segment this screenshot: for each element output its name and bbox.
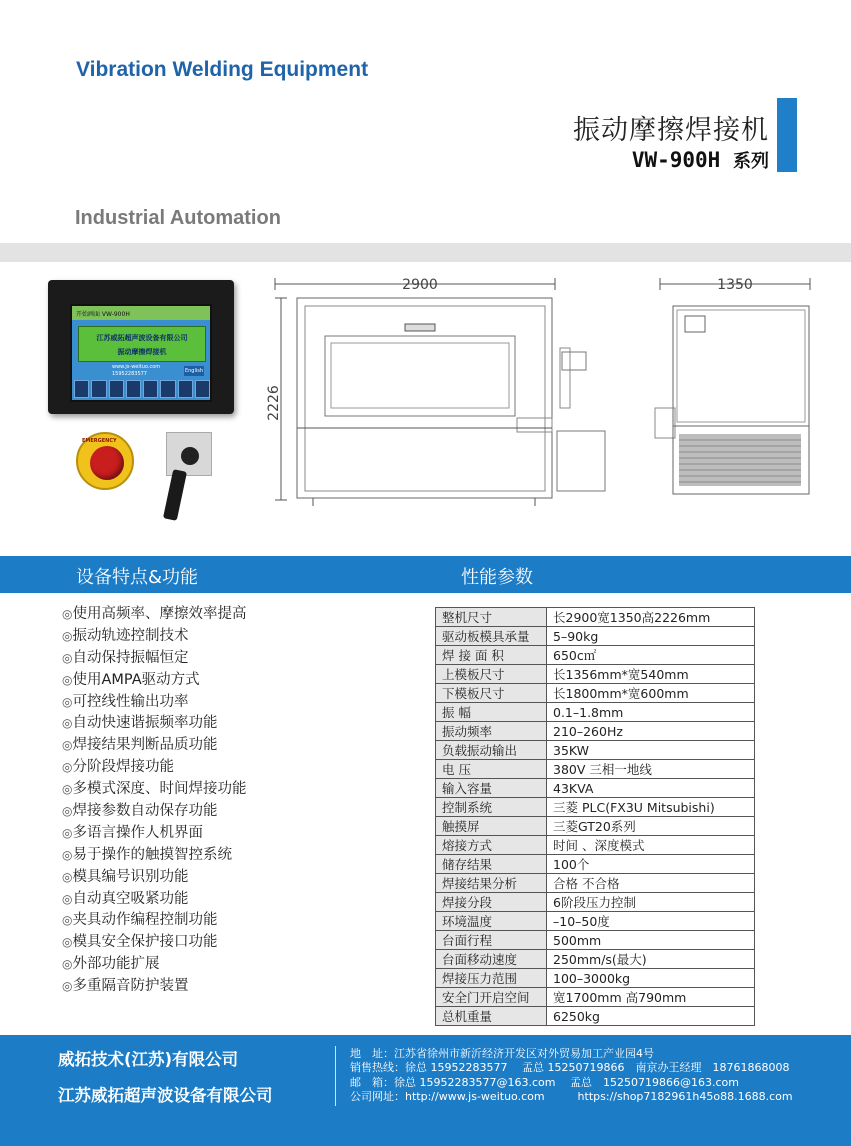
hmi-touchscreen — [48, 280, 234, 414]
feature-marker-icon: ◎ — [62, 738, 73, 753]
spec-key: 熔接方式 — [436, 836, 547, 855]
feature-item — [62, 735, 246, 757]
feature-item — [62, 779, 246, 801]
feature-text: 自动快速谐振频率功能 — [72, 715, 218, 732]
hmi-info — [112, 364, 160, 378]
feature-marker-icon: ◎ — [62, 891, 73, 906]
feature-marker-icon: ◎ — [62, 979, 73, 994]
spec-key: 焊 接 面 积 — [436, 646, 547, 665]
feature-text: 自动真空吸紧功能 — [72, 890, 189, 907]
emergency-stop-icon — [76, 432, 134, 490]
feature-text: 模具安全保护接口功能 — [72, 934, 218, 951]
hmi-product: 振动摩擦焊接机 — [117, 348, 167, 356]
subtitle: Industrial Automation — [75, 207, 281, 229]
spec-row — [436, 1007, 755, 1026]
feature-text: 夹具动作编程控制功能 — [72, 912, 218, 929]
spec-key: 触摸屏 — [436, 817, 547, 836]
spec-key: 安全门开启空间 — [436, 988, 547, 1007]
hmi-button-row — [74, 380, 210, 398]
feature-item — [62, 801, 246, 823]
spec-value: 长1356mm*宽540mm — [547, 665, 755, 684]
spec-value: 时间 、深度模式 — [547, 836, 755, 855]
spec-row — [436, 836, 755, 855]
footer-email: 邮 箱：徐总 15952283577@163.com 孟总 15250719866@163.com — [350, 1075, 739, 1089]
feature-item — [62, 845, 246, 867]
spec-key: 电 压 — [436, 760, 547, 779]
spec-value: 合格 不合格 — [547, 874, 755, 893]
feature-text: 可控线性输出功率 — [72, 693, 189, 710]
feature-marker-icon: ◎ — [62, 694, 73, 709]
spec-row — [436, 874, 755, 893]
spec-key: 储存结果 — [436, 855, 547, 874]
spec-key: 台面移动速度 — [436, 950, 547, 969]
spec-value: 6阶段压力控制 — [547, 893, 755, 912]
spec-row — [436, 817, 755, 836]
spec-row — [436, 950, 755, 969]
hmi-screen — [70, 304, 212, 402]
spec-value: 长2900宽1350高2226mm — [547, 608, 755, 627]
feature-item — [62, 604, 246, 626]
side-width-label: 1350 — [717, 277, 753, 293]
spec-row — [436, 798, 755, 817]
feature-item — [62, 823, 246, 845]
spec-row — [436, 969, 755, 988]
feature-marker-icon: ◎ — [62, 672, 73, 687]
hmi-website: www.js-weituo.com — [112, 364, 161, 370]
gray-band — [0, 243, 851, 262]
model-title — [632, 147, 769, 173]
feature-marker-icon: ◎ — [62, 650, 73, 665]
spec-value: 5–90kg — [547, 627, 755, 646]
feature-marker-icon: ◎ — [62, 825, 73, 840]
feature-text: 焊接参数自动保存功能 — [72, 803, 218, 820]
feature-item — [62, 648, 246, 670]
spec-row — [436, 779, 755, 798]
emergency-label: EMERGENCY — [82, 438, 117, 444]
spec-value: 500mm — [547, 931, 755, 950]
feature-text: 易于操作的触摸智控系统 — [72, 846, 232, 863]
spec-value: 100个 — [547, 855, 755, 874]
feature-item — [62, 867, 246, 889]
front-width-label: 2900 — [402, 277, 438, 293]
spec-value: 100–3000kg — [547, 969, 755, 988]
footer-divider — [335, 1046, 336, 1106]
spec-row — [436, 931, 755, 950]
footer-company-1: 威拓技术(江苏)有限公司 — [58, 1050, 239, 1069]
footer-company-2: 江苏威拓超声波设备有限公司 — [58, 1086, 273, 1105]
side-vent-grille — [679, 434, 801, 486]
spec-key: 上模板尺寸 — [436, 665, 547, 684]
specs-title: 性能参数 — [461, 567, 533, 588]
spec-key: 焊接结果分析 — [436, 874, 547, 893]
spec-row — [436, 665, 755, 684]
spec-row — [436, 684, 755, 703]
spec-row — [436, 627, 755, 646]
english-title: Vibration Welding Equipment — [76, 58, 369, 81]
feature-marker-icon: ◎ — [62, 760, 73, 775]
feature-marker-icon: ◎ — [62, 957, 73, 972]
spec-value: 380V 三相一地线 — [547, 760, 755, 779]
features-title: 设备特点&功能 — [76, 567, 199, 588]
footer-address: 地 址：江苏省徐州市新沂经济开发区对外贸易加工产业园4号 — [350, 1047, 654, 1060]
spec-key: 振 幅 — [436, 703, 547, 722]
spec-value: 宽1700mm 高790mm — [547, 988, 755, 1007]
key-lock-icon — [181, 447, 199, 465]
spec-key: 下模板尺寸 — [436, 684, 547, 703]
feature-text: 使用AMPA驱动方式 — [72, 671, 200, 688]
spec-key: 环境温度 — [436, 912, 547, 931]
spec-row — [436, 760, 755, 779]
hmi-english-button: English — [184, 368, 204, 374]
spec-value: –10–50度 — [547, 912, 755, 931]
spec-row — [436, 893, 755, 912]
feature-item — [62, 626, 246, 648]
spec-value: 0.1–1.8mm — [547, 703, 755, 722]
feature-text: 焊接结果判断品质功能 — [72, 737, 218, 754]
feature-text: 使用高频率、摩擦效率提高 — [72, 606, 247, 622]
footer-hotline: 销售热线：徐总 15952283577 孟总 15250719866 南京办王经理 18761868008 — [350, 1061, 790, 1075]
front-height-label: 2226 — [266, 385, 282, 421]
feature-text: 多语言操作人机界面 — [72, 824, 203, 841]
feature-text: 模具编号识别功能 — [72, 868, 189, 885]
feature-item — [62, 954, 246, 976]
spec-row — [436, 646, 755, 665]
spec-key: 负载振动输出 — [436, 741, 547, 760]
feature-item — [62, 932, 246, 954]
feature-item — [62, 670, 246, 692]
feature-text: 多重隔音防护装置 — [72, 978, 189, 995]
feature-text: 多模式深度、时间焊接功能 — [72, 781, 247, 798]
feature-marker-icon: ◎ — [62, 804, 73, 819]
feature-marker-icon: ◎ — [62, 716, 73, 731]
spec-row — [436, 855, 755, 874]
feature-item — [62, 910, 246, 932]
spec-row — [436, 912, 755, 931]
feature-item — [62, 976, 246, 998]
hmi-company-panel — [78, 326, 206, 362]
spec-value: 三菱GT20系列 — [547, 817, 755, 836]
spec-value: 6250kg — [547, 1007, 755, 1026]
footer-website[interactable]: 公司网址：http://www.js-weituo.com https://shop7182961h45o88.1688.com — [350, 1089, 793, 1103]
hmi-top-bar: 开始画面 VW-900H — [72, 306, 210, 320]
feature-text: 分阶段焊接功能 — [72, 759, 174, 776]
feature-marker-icon: ◎ — [62, 935, 73, 950]
feature-item — [62, 692, 246, 714]
specs-table — [435, 607, 755, 1026]
spec-value: 43KVA — [547, 779, 755, 798]
spec-row — [436, 988, 755, 1007]
spec-key: 整机尺寸 — [436, 608, 547, 627]
spec-value: 210–260Hz — [547, 722, 755, 741]
emergency-stop-button-icon — [90, 446, 124, 480]
feature-marker-icon: ◎ — [62, 607, 73, 621]
hmi-company: 江苏威拓超声波设备有限公司 — [96, 334, 188, 342]
feature-marker-icon: ◎ — [62, 628, 73, 643]
spec-value: 35KW — [547, 741, 755, 760]
model-number: VW-900H — [631, 148, 721, 172]
feature-text: 自动保持振幅恒定 — [72, 649, 189, 666]
feature-marker-icon: ◎ — [62, 869, 73, 884]
spec-key: 驱动板模具承量 — [436, 627, 547, 646]
spec-value: 长1800mm*宽600mm — [547, 684, 755, 703]
spec-row — [436, 703, 755, 722]
feature-marker-icon: ◎ — [62, 913, 73, 928]
feature-text: 外部功能扩展 — [72, 956, 160, 973]
hmi-phone: 15952283577 — [112, 371, 147, 377]
spec-key: 焊接压力范围 — [436, 969, 547, 988]
spec-key: 焊接分段 — [436, 893, 547, 912]
spec-key: 台面行程 — [436, 931, 547, 950]
feature-item — [62, 713, 246, 735]
spec-value: 250mm/s(最大) — [547, 950, 755, 969]
feature-text: 振动轨迹控制技术 — [72, 627, 189, 644]
spec-row — [436, 722, 755, 741]
spec-key: 输入容量 — [436, 779, 547, 798]
spec-key: 总机重量 — [436, 1007, 547, 1026]
spec-value: 650c㎡ — [547, 646, 755, 665]
spec-key: 振动频率 — [436, 722, 547, 741]
spec-row — [436, 741, 755, 760]
feature-item — [62, 757, 246, 779]
feature-marker-icon: ◎ — [62, 782, 73, 797]
feature-marker-icon: ◎ — [62, 847, 73, 862]
feature-item — [62, 889, 246, 911]
spec-key: 控制系统 — [436, 798, 547, 817]
spec-row — [436, 608, 755, 627]
features-list — [62, 604, 246, 998]
series-label: 系列 — [733, 151, 769, 172]
footer-contact — [350, 1047, 793, 1104]
technical-drawings — [265, 268, 825, 518]
chinese-title: 振动摩擦焊接机 — [573, 115, 769, 146]
spec-value: 三菱 PLC(FX3U Mitsubishi) — [547, 798, 755, 817]
title-accent-bar — [777, 98, 797, 172]
